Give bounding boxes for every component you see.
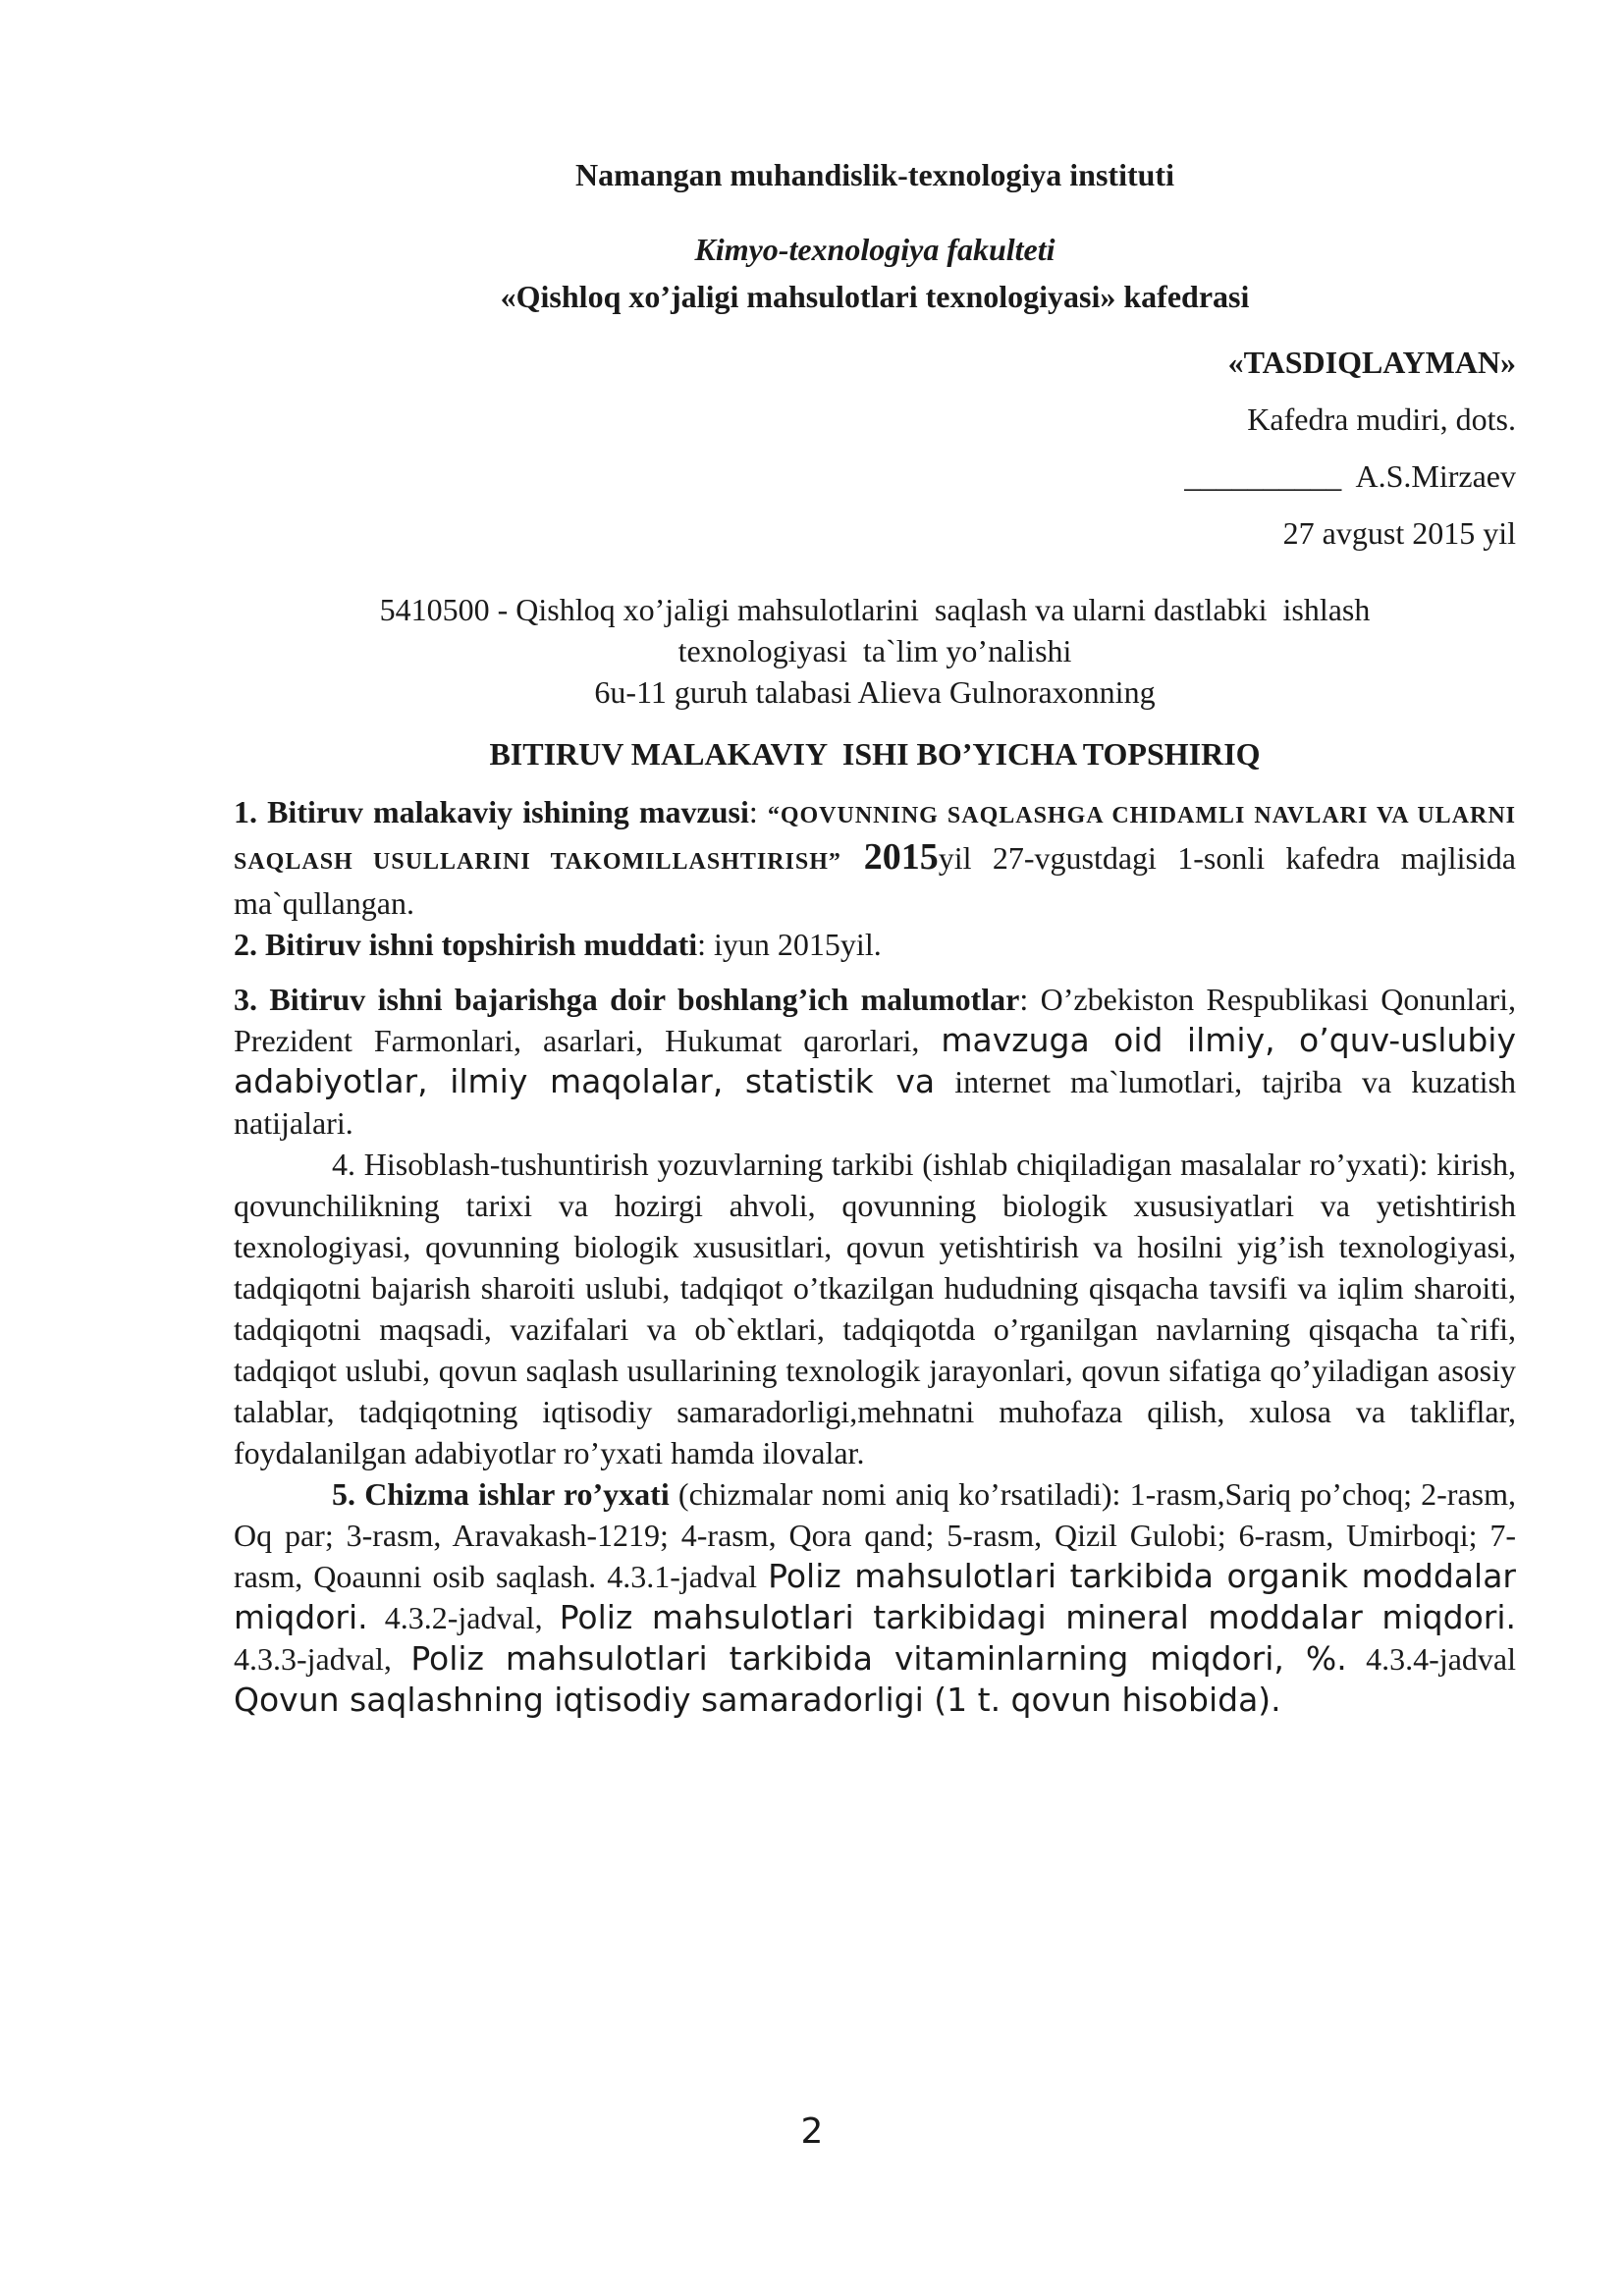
approval-date: 27 avgust 2015 yil bbox=[1282, 515, 1516, 551]
direction-line-3: 6u-11 guruh talabasi Alieva Gulnoraxonning bbox=[594, 674, 1156, 710]
section-2-label: 2. Bitiruv ishni topshirish muddati bbox=[234, 927, 698, 962]
section-4 bbox=[234, 1144, 1516, 1473]
section-3-text-b: mavzuga oid ilmiy, o’quv-uslubiy adabiyotlar, ilmiy maqolalar, statistik va bbox=[234, 1021, 1516, 1100]
section-1 bbox=[234, 791, 1516, 924]
section-3 bbox=[234, 979, 1516, 1144]
section-1-colon: : bbox=[748, 794, 768, 829]
section-5-text-c: 4.3.2-jadval, bbox=[367, 1600, 560, 1635]
section-3-text-a: : O’zbekiston Respublikasi Qonunlari, Prezident Farmonlari, asarlari, Hukumat qarorlari, bbox=[234, 982, 1517, 1058]
section-5-text-e: 4.3.3-jadval, bbox=[234, 1641, 411, 1677]
direction-line-2: texnologiyasi ta`lim yo’nalishi bbox=[677, 633, 1072, 668]
department-name: «Qishloq xo’jaligi mahsulotlari texnologiyasi» kafedrasi bbox=[500, 279, 1250, 314]
section-5-text-g: 4.3.4-jadval bbox=[1346, 1641, 1517, 1677]
section-2-text: : iyun 2015yil. bbox=[697, 927, 882, 962]
section-3-text-c: internet ma`lumotlari, tajriba va kuzatish natijalari. bbox=[234, 1064, 1516, 1141]
section-5-text-a: (chizmalar nomi aniq ko’rsatiladi): 1-rasm,Sariq po’choq; 2-rasm, Oq par; 3-rasm, Aravakash-1219; 4-rasm, Qora qand; 5-rasm, Qizil Gulobi; 6-rasm, Umirboqi; 7-rasm, Qoaunni osib saqlash. 4.3.1-jadval bbox=[234, 1476, 1517, 1594]
section-5-text-f: Poliz mahsulotlari tarkibida vitaminlarning miqdori, %. bbox=[410, 1639, 1347, 1678]
assignment-body bbox=[234, 791, 1516, 1721]
section-2 bbox=[234, 924, 1516, 965]
direction-line-1: 5410500 - Qishloq xo’jaligi mahsulotlarini saqlash va ularni dastlabki ishlash bbox=[379, 592, 1371, 627]
section-1-rest: yil 27-vgustdagi 1-sonli kafedra majlisida ma`qullangan. bbox=[234, 840, 1517, 921]
section-3-label: 3. Bitiruv ishni bajarishga doir boshlang’ich malumotlar bbox=[234, 982, 1020, 1017]
page-number: 2 bbox=[800, 2111, 824, 2152]
section-1-topic: “QOVUNNING SAQLASHGA CHIDAMLI NAVLARI VA ULARNI SAQLASH USULLARINI TAKOMILLASHTIRISH” bbox=[234, 803, 1516, 875]
section-5-text-h: Qovun saqlashning iqtisodiy samaradorligi (1 t. qovun hisobida). bbox=[234, 1681, 1281, 1719]
approval-position: Kafedra mudiri, dots. bbox=[1247, 401, 1516, 437]
section-5-text-d: Poliz mahsulotlari tarkibidagi mineral moddalar miqdori. bbox=[559, 1598, 1516, 1636]
approval-signature: __________ A.S.Mirzaev bbox=[1184, 458, 1516, 494]
section-5-label: 5. Chizma ishlar ro’yxati bbox=[332, 1476, 670, 1512]
institute-name: Namangan muhandislik-texnologiya instituti bbox=[575, 157, 1174, 192]
section-1-label: 1. Bitiruv malakaviy ishining mavzusi bbox=[234, 794, 749, 829]
section-5 bbox=[234, 1473, 1516, 1721]
approval-title: «TASDIQLAYMAN» bbox=[1227, 345, 1516, 380]
study-direction bbox=[234, 589, 1516, 713]
section-5-text-b: Poliz mahsulotlari tarkibida organik moddalar miqdori. bbox=[234, 1557, 1517, 1636]
faculty-name: Kimyo-texnologiya fakulteti bbox=[694, 232, 1056, 267]
document-title: BITIRUV MALAKAVIY ISHI BO’YICHA TOPSHIRIQ bbox=[489, 736, 1261, 772]
section-1-year: 2015 bbox=[840, 836, 939, 878]
approval-block bbox=[927, 334, 1516, 561]
section-4-text: 4. Hisoblash-tushuntirish yozuvlarning tarkibi (ishlab chiqiladigan masalalar ro’yxati): kirish, qovunchilikning tarixi va hozirgi ahvoli, qovunning biologik xususiyatlari va yetishtirish texnologiyasi, qovunning biologik xususitlari, qovun yetishtirish va hosilni yig’ish texnologiyasi, tadqiqotni bajarish sharoiti uslubi, tadqiqot o’tkazilgan hududning qisqacha tavsifi va iqlim sharoiti, tadqiqotni maqsadi, vazifalari va ob`ektlari, tadqiqotda o’rganilgan navlarning qisqacha ta`rifi, tadqiqot uslubi, qovun saqlash usullarining texnologik jarayonlari, qovun sifatiga qo’yiladigan asosiy talablar, tadqiqotning iqtisodiy samaradorligi,mehnatni muhofaza qilish, xulosa va takliflar, foydalanilgan adabiyotlar ro’yxati hamda ilovalar. bbox=[234, 1147, 1516, 1470]
